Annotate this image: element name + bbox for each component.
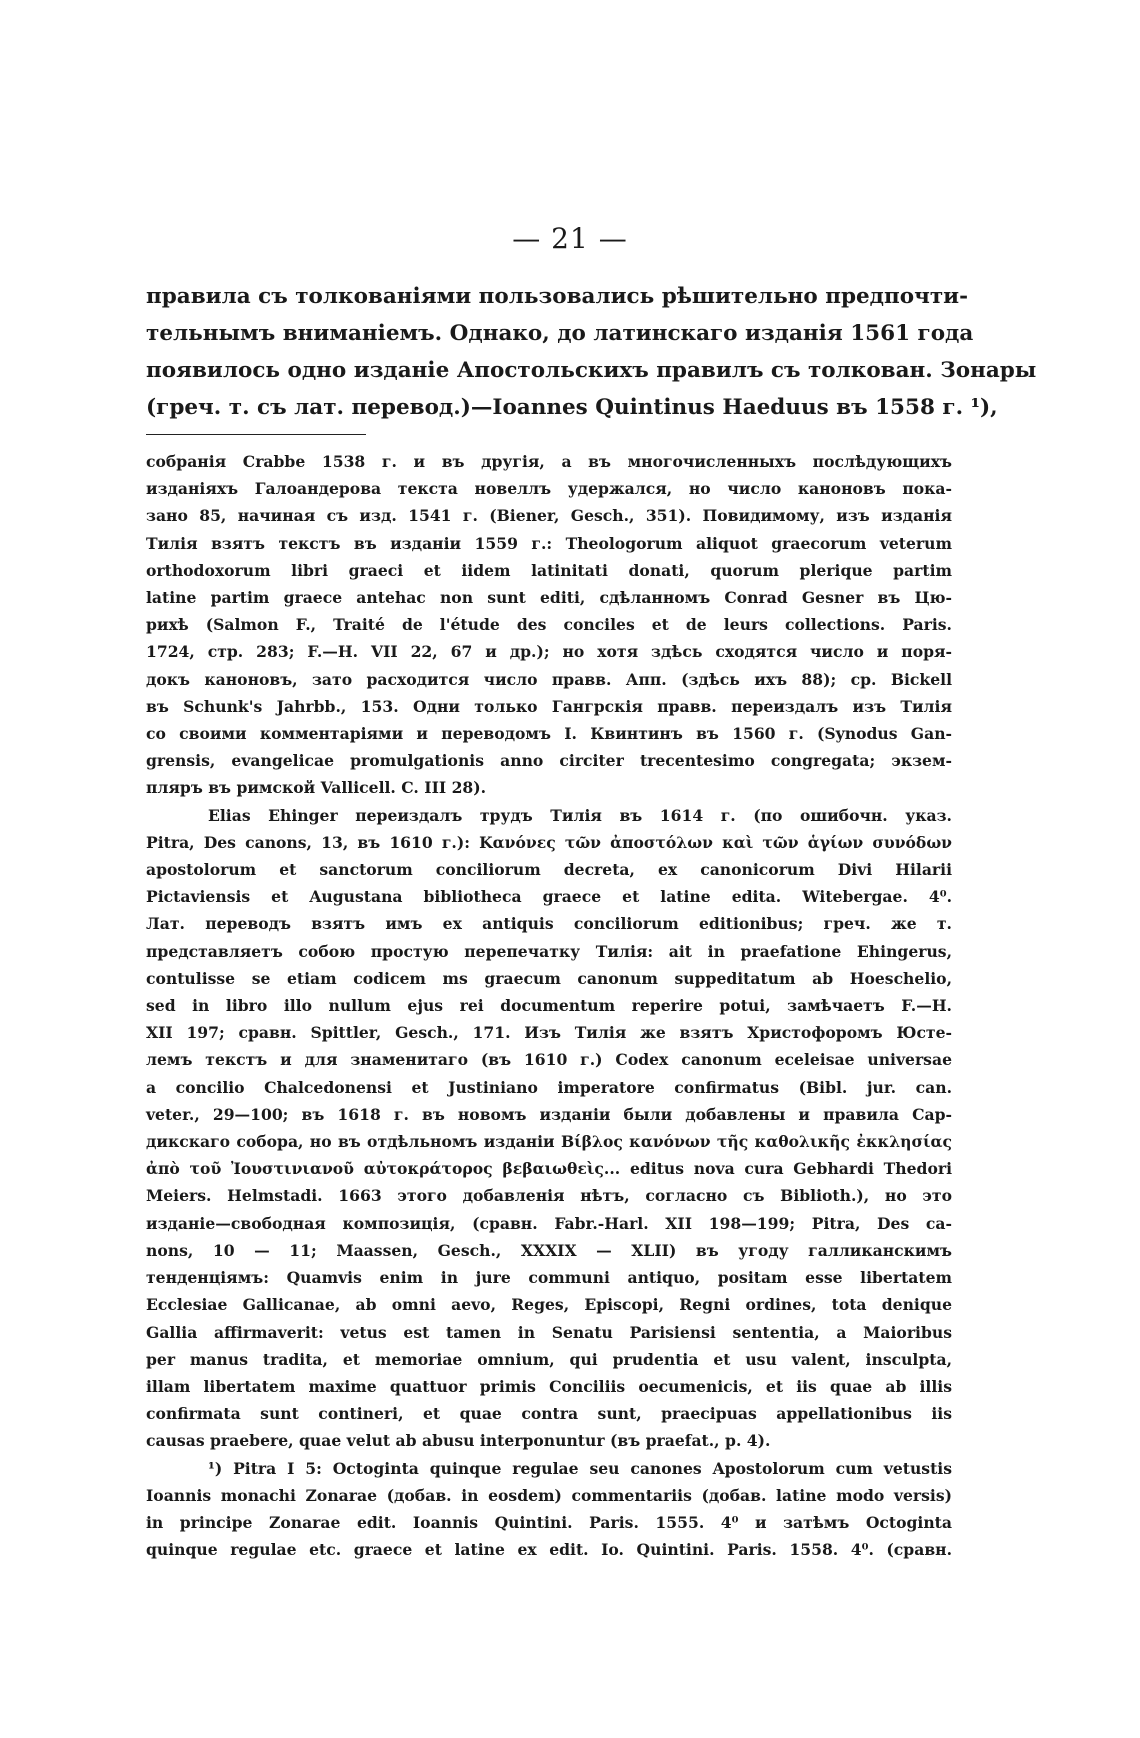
footnote-line: Meiers. Helmstadi. 1663 этого добавленія нѣтъ, согласно съ Biblioth.), но это	[146, 1186, 952, 1206]
footnote-line: Pictaviensis et Augustana bibliotheca graece et latine edita. Witebergae. 4⁰.	[146, 887, 952, 907]
footnote-line: grensis, evangelicae promulgationis anno circiter trecentesimo congregata; экзем-	[146, 751, 952, 771]
footnote-rule	[146, 434, 366, 435]
footnote-line: Ioannis monachi Zonarae (добав. in eosdem) commentariis (добав. latine modo versis)	[146, 1485, 952, 1505]
footnotes	[146, 448, 952, 1563]
footnote-line: a concilio Chalcedonensi et Justiniano imperatore confirmatus (Bibl. jur. can.	[146, 1077, 952, 1097]
footnote-line: causas praebere, quae velut ab abusu interponuntur (въ praefat., p. 4).	[146, 1431, 771, 1451]
footnote-line: Лат. переводъ взятъ имъ ex antiquis conciliorum editionibus; греч. же т.	[146, 914, 952, 934]
footnote-line: Gallia affirmaverit: vetus est tamen in Senatu Parisiensi sententia, a Maioribus	[146, 1322, 952, 1342]
footnote-line: latine partim graece antehac non sunt editi, сдѣланномъ Conrad Gesner въ Цю-	[146, 588, 952, 608]
main-text-line: тельнымъ вниманіемъ. Однако, до латинскаго изданія 1561 года	[146, 321, 974, 346]
footnote-line: зано 85, начиная съ изд. 1541 г. (Biener, Gesch., 351). Повидимому, изъ изданія	[146, 506, 952, 526]
main-text-line: появилось одно изданіе Апостольскихъ правилъ съ толкован. Зонары	[146, 358, 1037, 383]
footnote-line: изданіяхъ Галоандерова текста новеллъ удержался, но число каноновъ пока-	[146, 479, 952, 499]
footnote-line: изданіе—свободная композиція, (сравн. Fabr.-Harl. XII 198—199; Pitra, Des ca-	[146, 1213, 952, 1233]
footnote-line: orthodoxorum libri graeci et iidem latinitati donati, quorum plerique partim	[146, 560, 952, 580]
footnote-line: собранія Crabbe 1538 г. и въ другія, а въ многочисленныхъ послѣдующихъ	[146, 452, 952, 471]
footnote-line: veter., 29—100; въ 1618 г. въ новомъ изданіи были добавлены и правила Сар-	[146, 1104, 952, 1124]
footnote-line: contulisse se etiam codicem ms graecum canonum suppeditatum ab Hoeschelio,	[146, 968, 952, 988]
footnote-line: ¹) Pitra I 5: Octoginta quinque regulae seu canones Apostolorum cum vetustis	[208, 1458, 952, 1478]
footnote-line: illam libertatem maxime quattuor primis Conciliis oecumenicis, et iis quae ab illis	[146, 1376, 952, 1396]
footnote-line: Elias Ehinger переиздалъ трудъ Тилія въ 1614 г. (по ошибочн. указ.	[208, 805, 952, 825]
page-number: — 21 —	[512, 222, 628, 255]
footnote-line: лемъ текстъ и для знаменитаго (въ 1610 г.) Codex canonum eceleisae universae	[146, 1050, 952, 1070]
footnote-line: quinque regulae etc. graece et latine ex edit. Io. Quintini. Paris. 1558. 4⁰. (сравн.	[146, 1540, 952, 1560]
footnote-line: тенденціямъ: Quamvis enim in jure communi antiquo, positam esse libertatem	[146, 1268, 952, 1288]
footnote-line: 1724, стр. 283; F.—H. VII 22, 67 и др.); но хотя здѣсь сходятся число и поря-	[146, 642, 952, 662]
footnote-line: дикскаго собора, но въ отдѣльномъ изданіи Βίβλος κανόνων τῆς καθολικῆς ἐκκλησίας	[146, 1132, 952, 1152]
main-text-line: (греч. т. съ лат. перевод.)—Ioannes Quintinus Haeduus въ 1558 г. ¹),	[146, 395, 998, 420]
footnote-line: представляетъ собою простую перепечатку Тилія: ait in praefatione Ehingerus,	[146, 941, 952, 961]
footnote-line: рихѣ (Salmon F., Traité de l'étude des conciles et de leurs collections. Paris.	[146, 615, 952, 635]
footnote-line: XII 197; сравн. Spittler, Gesch., 171. Изъ Тилія же взятъ Христофоромъ Юсте-	[146, 1023, 952, 1043]
footnote-line: confirmata sunt contineri, et quae contra sunt, praecipuas appellationibus iis	[146, 1404, 952, 1424]
footnote-line: докъ каноновъ, зато расходится число правв. Апп. (здѣсь ихъ 88); ср. Bickell	[146, 669, 952, 689]
footnote-line: per manus tradita, et memoriae omnium, qui prudentia et usu valent, insculpta,	[146, 1349, 952, 1369]
footnote-line: со своими комментаріями и переводомъ I. Квинтинъ въ 1560 г. (Synodus Gan-	[146, 724, 952, 744]
footnote-line: ἀπὸ τοῦ Ἰουστινιανοῦ αὐτοκράτορος βεβαιωθεὶς... editus nova cura Gebhardi Thedori	[146, 1159, 952, 1179]
footnote-line: Тилія взятъ текстъ въ изданіи 1559 г.: Theologorum aliquot graecorum veterum	[146, 533, 952, 553]
footnote-line: apostolorum et sanctorum conciliorum decreta, ex canonicorum Divi Hilarii	[146, 860, 952, 880]
main-text	[146, 278, 1037, 426]
footnote-line: in principe Zonarae edit. Ioannis Quintini. Paris. 1555. 4⁰ и затѣмъ Octoginta	[146, 1512, 952, 1532]
footnote-line: пляръ въ римской Vallicell. C. III 28).	[146, 778, 487, 798]
footnote-line: Ecclesiae Gallicanae, ab omni aevo, Reges, Episcopi, Regni ordines, tota denique	[146, 1295, 952, 1315]
footnote-line: nons, 10 — 11; Maassen, Gesch., XXXIX — XLII) въ угоду галликанскимъ	[146, 1240, 952, 1260]
footnote-line: въ Schunk's Jahrbb., 153. Одни только Гангрскія правв. переиздалъ изъ Тилія	[146, 696, 952, 716]
footnote-line: Pitra, Des canons, 13, въ 1610 г.): Κανόνες τῶν ἀποστόλων καὶ τῶν ἁγίων συνόδων	[146, 832, 952, 852]
main-text-line: правила съ толкованіями пользовались рѣшительно предпочти-	[146, 284, 969, 309]
footnote-line: sed in libro illo nullum ejus rei documentum reperire potui, замѣчаетъ F.—H.	[146, 996, 952, 1016]
